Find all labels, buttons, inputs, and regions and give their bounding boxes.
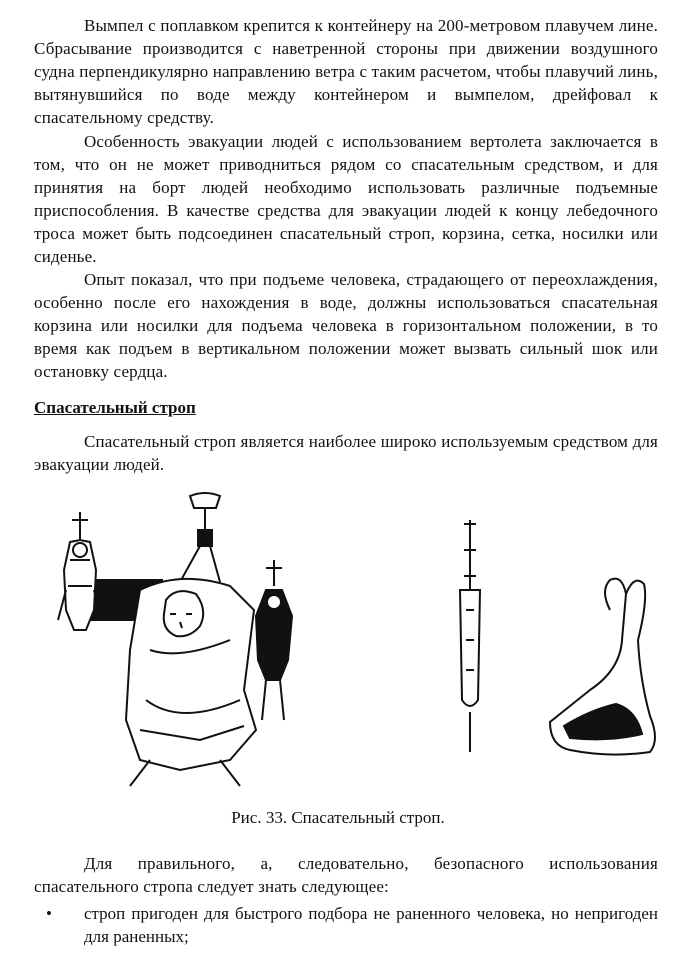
section-intro: Спасательный строп является наиболее широко используемым средством для эвакуации людей. <box>34 432 658 474</box>
list-item <box>46 902 658 948</box>
open-sling <box>550 579 655 755</box>
closing-paragraph: Для правильного, а, следовательно, безопасного использования спасательного стропа следует знать следующее: <box>34 854 658 896</box>
center-hanging-figure <box>126 493 256 786</box>
paragraph-helicopter: Особенность эвакуации людей с использованием вертолета заключается в том, что он не может приводниться рядом со спасательным средством, и для принятия на борт людей необходимо использовать различные подъемные приспособления. В качестве средства для эвакуации людей к концу лебедочного троса может быть подсоединен спасательный строп, корзина, сетка, носилки или сиденье. <box>34 132 658 266</box>
section-heading: Спасательный строп <box>34 398 196 417</box>
paragraph-experience: Опыт показал, что при подъеме человека, страдающего от переохлаждения, особенно после его нахождения в воде, должны использоваться спасательная корзина или носилки для подъема человека в горизонтальном положении, в то время как подъем в вертикальном положении может вызвать сильный шок или остановку сердца. <box>34 270 658 381</box>
figure-caption: Рис. 33. Спасательный строп. <box>231 808 445 827</box>
bullet-list <box>46 902 658 948</box>
paragraph-pennant: Вымпел с поплавком крепится к контейнеру на 200-метровом плавучем лине. Сбрасывание производится с наветренной стороны при движении воздушного судна перпендикулярно направлению ветра с таким расчетом, чтобы плавучий линь, вытянувшийся по воде между контейнером и вымпелом, дрейфовал к спасательному средству. <box>34 16 658 127</box>
folded-sling <box>460 520 480 752</box>
bullet-text: строп пригоден для быстрого подбора не раненного человека, но непригоден для раненных; <box>84 904 658 946</box>
rescue-sling-illustration <box>30 490 670 790</box>
bullet-icon: • <box>46 904 52 923</box>
right-hanging-figure <box>256 560 292 720</box>
